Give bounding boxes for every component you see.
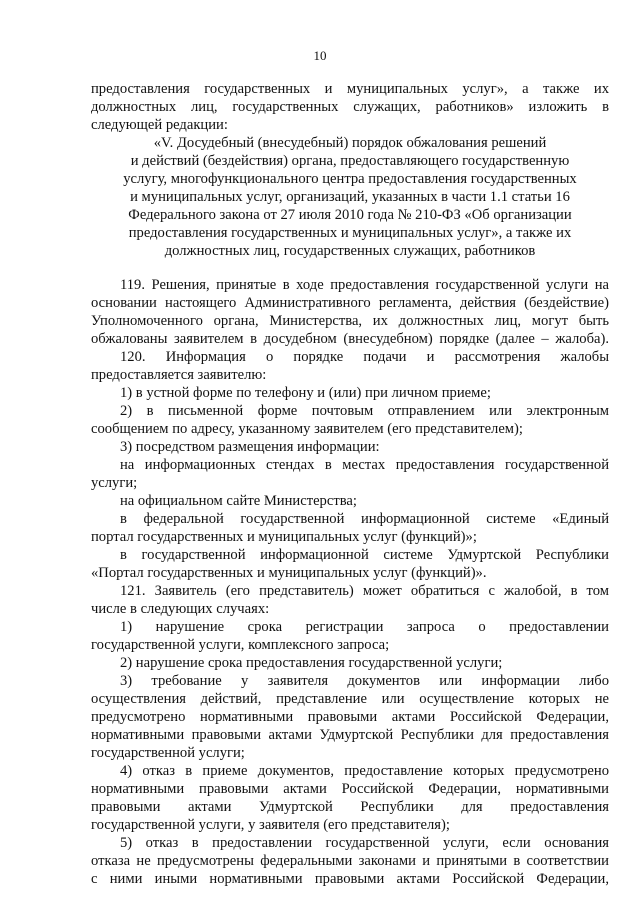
text-line: «Портал государственных и муниципальных услуг (функций)». — [91, 565, 487, 581]
text-line: в государственной информационной системе Удмуртской Республики — [120, 547, 609, 563]
text-line: с ними иными нормативными правовыми актами Российской Федерации, — [91, 871, 609, 887]
text-line: отказа не предусмотрены федеральными законами и принятыми в соответствии — [91, 853, 609, 869]
list-item: 1) в устной форме по телефону и (или) при личном приеме; — [120, 385, 491, 401]
paragraph-121-line: 121. Заявитель (его представитель) может обратиться с жалобой, в том — [120, 583, 609, 599]
text-line: предоставления государственных и муниципальных услуг», а также их — [91, 81, 609, 97]
text-line: государственной услуги, комплексного запроса; — [91, 637, 390, 653]
section-title-line: «V. Досудебный (внесудебный) порядок обжалования решений — [153, 135, 547, 151]
text-line: обжалованы заявителем в досудебном (внесудебном) порядке (далее – жалоба). — [91, 331, 609, 347]
list-item: 2) в письменной форме почтовым отправлением или электронным — [120, 403, 609, 419]
section-title-line: и муниципальных услуг, организаций, указанных в части 1.1 статьи 16 — [130, 189, 570, 205]
text-line: основании настоящего Административного регламента, действия (бездействие) — [91, 295, 609, 311]
text-line: должностных лиц, государственных служащих, работников» изложить в — [91, 99, 609, 115]
text-line: нормативными правовыми актами Российской Федерации, нормативными — [91, 781, 609, 797]
list-item: 2) нарушение срока предоставления государственной услуги; — [120, 655, 503, 671]
section-title-line: и действий (бездействия) органа, предоставляющего государственную — [130, 153, 570, 169]
paragraph-120-line: 120. Информация о порядке подачи и рассмотрения жалобы — [120, 349, 609, 365]
section-title-line: предоставления государственных и муниципальных услуг», а также их — [128, 225, 572, 241]
text-line: портал государственных и муниципальных услуг (функций)»; — [91, 529, 477, 545]
text-line: на официальном сайте Министерства; — [120, 493, 357, 509]
list-item: 1) нарушение срока регистрации запроса о предоставлении — [120, 619, 609, 635]
text-line: государственной услуги; — [91, 745, 245, 761]
text-line: нормативными правовыми актами Удмуртской Республики для предоставления — [91, 727, 609, 743]
list-item: 5) отказ в предоставлении государственной услуги, если основания — [120, 835, 609, 851]
list-item: 3) требование у заявителя документов или информации либо — [120, 673, 609, 689]
text-line: государственной услуги, у заявителя (его представителя); — [91, 817, 450, 833]
text-line: Уполномоченного органа, Министерства, их должностных лиц, могут быть — [91, 313, 609, 329]
section-title-line: Федерального закона от 27 июля 2010 года № 210-ФЗ «Об организации — [128, 207, 572, 223]
text-line: на информационных стендах в местах предоставления государственной — [120, 457, 609, 473]
text-line: предусмотрено нормативными правовыми актами Российской Федерации, — [91, 709, 609, 725]
text-line: осуществления действий, представление или осуществление которых не — [91, 691, 609, 707]
page-number: 10 — [313, 48, 327, 63]
text-line: сообщением по адресу, указанному заявителем (его представителем); — [91, 421, 523, 437]
list-item: 4) отказ в приеме документов, предоставление которых предусмотрено — [120, 763, 609, 779]
text-line: предоставляется заявителю: — [91, 367, 267, 383]
text-line: числе в следующих случаях: — [91, 601, 270, 617]
list-item: 3) посредством размещения информации: — [120, 439, 380, 455]
text-line: в федеральной государственной информационной системе «Единый — [120, 511, 609, 527]
text-line: правовыми актами Удмуртской Республики для предоставления — [91, 799, 609, 815]
text-line: следующей редакции: — [91, 117, 228, 133]
section-title-line: должностных лиц, государственных служащих, работников — [164, 243, 536, 259]
section-title-line: услугу, многофункционального центра предоставления государственных — [123, 171, 577, 187]
paragraph-119-line: 119. Решения, принятые в ходе предоставления государственной услуги на — [120, 277, 609, 293]
text-line: услуги; — [91, 475, 138, 491]
